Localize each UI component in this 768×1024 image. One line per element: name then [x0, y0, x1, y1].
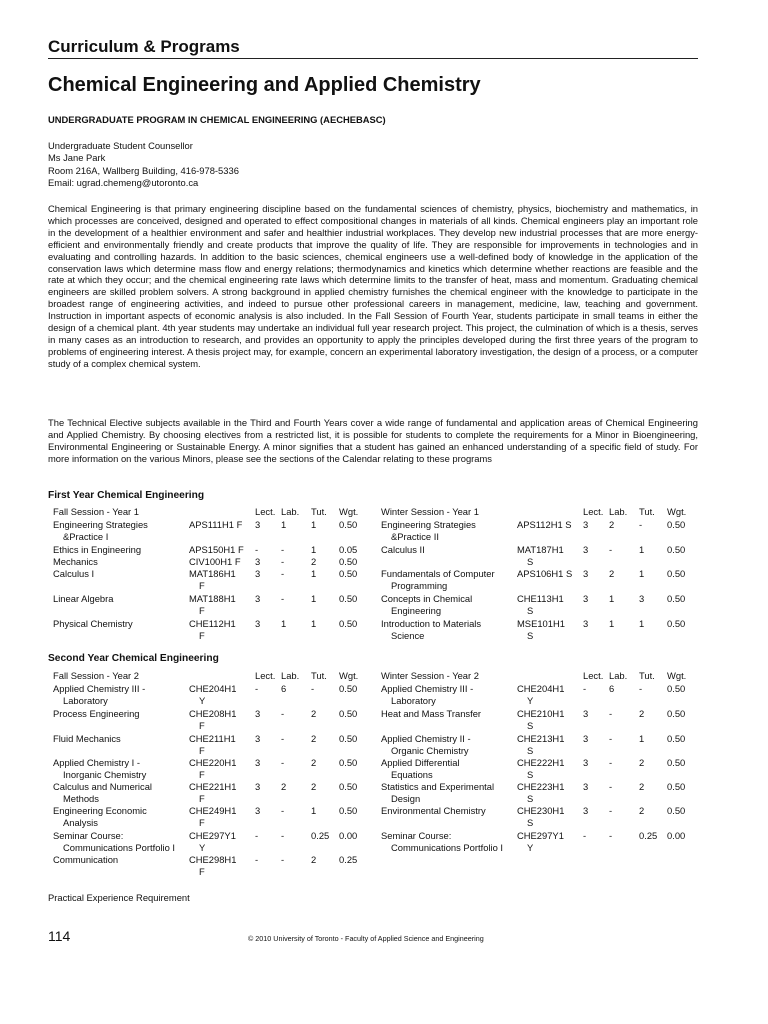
- course-row: [381, 568, 701, 591]
- course-name: Introduction to Materials: [381, 618, 482, 629]
- year1-heading: First Year Chemical Engineering: [48, 490, 205, 501]
- lab-hours: -: [609, 544, 613, 555]
- course-weight: 0.50: [339, 683, 358, 694]
- session-label: Fall Session - Year 2: [53, 670, 139, 681]
- course-code-suffix: S: [527, 817, 534, 828]
- course-code: CHE298H1: [189, 854, 237, 865]
- course-name: Mechanics: [53, 556, 98, 567]
- lab-hours: -: [609, 757, 613, 768]
- course-name: Applied Chemistry III -: [53, 683, 146, 694]
- course-weight: 0.50: [339, 805, 358, 816]
- lab-hours: 1: [609, 618, 615, 629]
- course-code: CHE223H1: [517, 781, 565, 792]
- course-weight: 0.50: [339, 593, 358, 604]
- course-code: CHE211H1: [189, 733, 236, 744]
- tutorial-hours: 1: [311, 544, 317, 555]
- course-weight: 0.50: [667, 805, 686, 816]
- course-name-continued: Organic Chemistry: [391, 745, 469, 756]
- course-code-suffix: F: [199, 630, 205, 641]
- tutorial-hours: 0.25: [639, 830, 658, 841]
- lab-hours: -: [609, 781, 613, 792]
- course-row: [381, 618, 701, 641]
- course-code: CHE249H1: [189, 805, 237, 816]
- tutorial-hours: 2: [311, 854, 317, 865]
- course-row: [53, 757, 373, 780]
- course-name: Linear Algebra: [53, 593, 114, 604]
- course-weight: 0.50: [339, 556, 358, 567]
- tutorial-hours: 2: [639, 781, 645, 792]
- course-code-suffix: F: [199, 793, 205, 804]
- wgt-header: Wgt.: [667, 670, 687, 681]
- course-code: CHE297Y1: [189, 830, 236, 841]
- course-row: [381, 805, 701, 828]
- course-weight: 0.50: [667, 544, 686, 555]
- course-row: [381, 593, 701, 616]
- tut-header: Tut.: [639, 506, 655, 517]
- year2-heading: Second Year Chemical Engineering: [48, 653, 219, 664]
- lecture-hours: 3: [255, 556, 261, 567]
- course-weight: 0.50: [667, 683, 686, 694]
- course-name-continued: Inorganic Chemistry: [63, 769, 147, 780]
- tutorial-hours: 3: [639, 593, 645, 604]
- course-name-continued: Communications Portfolio I: [63, 842, 176, 853]
- course-code-suffix: F: [199, 720, 205, 731]
- tutorial-hours: 1: [311, 519, 317, 530]
- tutorial-hours: 2: [311, 757, 317, 768]
- lab-hours: 2: [281, 781, 287, 792]
- course-name: Engineering Strategies: [53, 519, 148, 530]
- course-code-suffix: F: [199, 745, 205, 756]
- course-name: Seminar Course:: [53, 830, 124, 841]
- lab-hours: 1: [281, 519, 287, 530]
- course-name: Environmental Chemistry: [381, 805, 486, 816]
- page-number: 114: [48, 928, 71, 944]
- counsellor-room: Room 216A, Wallberg Building, 416-978-5336: [48, 164, 239, 176]
- lab-header: Lab.: [609, 506, 628, 517]
- lab-hours: -: [281, 593, 285, 604]
- course-weight: 0.50: [667, 593, 686, 604]
- course-row: [53, 568, 373, 591]
- course-code: CHE220H1: [189, 757, 237, 768]
- tut-header: Tut.: [311, 506, 327, 517]
- course-name: Calculus and Numerical: [53, 781, 153, 792]
- lab-hours: -: [281, 805, 285, 816]
- session-header-row: [53, 506, 373, 518]
- tutorial-hours: 1: [639, 544, 645, 555]
- course-code-suffix: S: [527, 630, 534, 641]
- course-name: Applied Chemistry III -: [381, 683, 474, 694]
- lab-hours: -: [281, 854, 285, 865]
- course-code: APS111H1 F: [189, 519, 243, 530]
- course-code: APS112H1 S: [517, 519, 572, 530]
- course-code: APS106H1 S: [517, 568, 573, 579]
- lecture-hours: 3: [255, 733, 261, 744]
- course-code-suffix: S: [527, 793, 534, 804]
- tutorial-hours: 2: [311, 733, 317, 744]
- course-code: CHE230H1: [517, 805, 565, 816]
- lecture-hours: 3: [583, 593, 589, 604]
- lab-hours: 1: [609, 593, 615, 604]
- tutorial-hours: -: [639, 683, 643, 694]
- course-code-suffix: S: [527, 769, 534, 780]
- course-name: Applied Chemistry I -: [53, 757, 141, 768]
- course-row: [381, 544, 701, 567]
- lab-hours: 6: [281, 683, 287, 694]
- lab-hours: -: [609, 733, 613, 744]
- course-code: CHE222H1: [517, 757, 565, 768]
- course-name: Seminar Course:: [381, 830, 452, 841]
- tutorial-hours: 1: [639, 568, 645, 579]
- course-row: [381, 757, 701, 780]
- lab-hours: -: [281, 544, 285, 555]
- lecture-hours: -: [583, 683, 587, 694]
- lecture-hours: 3: [583, 805, 589, 816]
- tutorial-hours: 2: [311, 781, 317, 792]
- course-weight: 0.50: [339, 618, 358, 629]
- tutorial-hours: 2: [639, 805, 645, 816]
- course-weight: 0.50: [667, 757, 686, 768]
- course-code-suffix: Y: [527, 842, 534, 853]
- course-code-suffix: F: [199, 580, 205, 591]
- lab-hours: -: [281, 708, 285, 719]
- course-name: Engineering Economic: [53, 805, 147, 816]
- course-row: [53, 544, 373, 556]
- lect-header: Lect.: [583, 506, 604, 517]
- course-name: Heat and Mass Transfer: [381, 708, 482, 719]
- course-code: CHE221H1: [189, 781, 237, 792]
- lecture-hours: -: [255, 854, 259, 865]
- lecture-hours: -: [255, 830, 259, 841]
- lab-hours: -: [281, 830, 285, 841]
- program-title: UNDERGRADUATE PROGRAM IN CHEMICAL ENGINEERING (AECHEBASC): [48, 114, 386, 125]
- header-rule: [48, 58, 698, 59]
- course-code: CHE112H1: [189, 618, 236, 629]
- tutorial-hours: 1: [311, 593, 317, 604]
- session-label: Winter Session - Year 2: [381, 670, 479, 681]
- lecture-hours: 3: [583, 568, 589, 579]
- course-row: [53, 618, 373, 641]
- course-weight: 0.50: [667, 781, 686, 792]
- course-name-continued: Methods: [63, 793, 99, 804]
- technical-electives-description: The Technical Elective subjects available in the Third and Fourth Years cover a wide range of fundamental and application areas of Chemical Engineering and Applied Chemistry. By choosing electives from a restricted list, it is possible for students to complete the requirements for a Minor in Bioengineering, Environmental Engineering or Sustainable Energy. A minor signifies that a student has gained an enhanced understanding of a specific field of study. For more information on the various Minors, please see the sections of the Calendar relating to these programs: [48, 417, 698, 464]
- course-row: [381, 708, 701, 731]
- lab-hours: -: [281, 556, 285, 567]
- lecture-hours: 3: [255, 757, 261, 768]
- session-label: Fall Session - Year 1: [53, 506, 139, 517]
- course-name: Applied Chemistry II -: [381, 733, 471, 744]
- counsellor-name: Ms Jane Park: [48, 152, 106, 164]
- course-row: [53, 593, 373, 616]
- course-row: [53, 733, 373, 756]
- course-weight: 0.00: [667, 830, 686, 841]
- course-name-continued: Programming: [391, 580, 448, 591]
- course-name-continued: Equations: [391, 769, 433, 780]
- course-code: MAT186H1: [189, 568, 236, 579]
- course-code: CHE204H1: [517, 683, 565, 694]
- course-weight: 0.05: [339, 544, 358, 555]
- lab-hours: 2: [609, 568, 615, 579]
- course-row: [53, 830, 373, 853]
- course-row: [53, 781, 373, 804]
- course-code-suffix: S: [527, 720, 534, 731]
- course-name-continued: Science: [391, 630, 425, 641]
- course-code-suffix: F: [199, 817, 205, 828]
- course-row: [381, 830, 701, 853]
- course-code: CIV100H1 F: [189, 556, 241, 567]
- lab-hours: -: [281, 733, 285, 744]
- course-name-continued: &Practice I: [63, 531, 109, 542]
- tutorial-hours: 1: [311, 568, 317, 579]
- course-weight: 0.25: [339, 854, 358, 865]
- course-code-suffix: S: [527, 745, 534, 756]
- course-name: Ethics in Engineering: [53, 544, 142, 555]
- tutorial-hours: 2: [639, 757, 645, 768]
- course-name-continued: Design: [391, 793, 421, 804]
- wgt-header: Wgt.: [339, 506, 359, 517]
- program-description: Chemical Engineering is that primary engineering discipline based on the fundamental sciences of chemistry, physics, biochemistry and mathematics, in which processes are conceived, designed and operated to effect compositional changes in materials of all kinds. Chemical engineers play an important role in the development of a healthier environment and safer and healthier industrial workplaces. They develop new industrial processes that are more energy-efficient and environmentally friendly and create products that improve the quality of life. They are responsible for improvements in technologies and in evaluating and controlling hazards. In addition to the basic sciences, chemical engineers use a well-defined body of knowledge in the application of the conservation laws which determine mass flow and energy relations; thermodynamics and kinetics which determine whether reactions are feasible and the rate at which they occur; and the chemical engineering rate laws which determine limits to the transfer of heat, mass and momentum. Graduating chemical engineers are skilled problem solvers. A strong background in applied chemistry furnishes the chemical engineer with the knowledge to participate in the broadest range of engineering activities, and indeed to pursue other professional careers in management, medicine, law, teaching and government. Instruction in important aspects of economic analysis is also included. In the Fall Session of Fourth Year, students participate in small teams in either the design of a chemical plant. 4th year students may undertake an individual full year research project. This project, the culmination of which is a thesis, serves in many cases as an introduction to research, and provides an opportunity to apply the principles developed during the first three years of the program to problems of engineering interest. A thesis project may, for example, concern an experimental laboratory investigation, the design of a process, or a computer study of a complex chemical system.: [48, 203, 698, 369]
- tut-header: Tut.: [639, 670, 655, 681]
- course-name-continued: Engineering: [391, 605, 442, 616]
- tutorial-hours: 2: [311, 708, 317, 719]
- course-weight: 0.50: [339, 757, 358, 768]
- tutorial-hours: 1: [639, 733, 645, 744]
- lecture-hours: -: [255, 683, 259, 694]
- course-row: [53, 854, 373, 877]
- lecture-hours: 3: [583, 519, 589, 530]
- course-code: MAT187H1: [517, 544, 564, 555]
- lab-header: Lab.: [609, 670, 628, 681]
- course-weight: 0.50: [667, 519, 686, 530]
- course-code: CHE208H1: [189, 708, 237, 719]
- course-row: [381, 519, 701, 542]
- course-code: MAT188H1: [189, 593, 236, 604]
- course-weight: 0.50: [339, 568, 358, 579]
- lab-hours: -: [281, 568, 285, 579]
- lab-header: Lab.: [281, 506, 300, 517]
- lab-hours: -: [609, 830, 613, 841]
- lecture-hours: 3: [583, 618, 589, 629]
- course-code-suffix: F: [199, 866, 205, 877]
- lab-hours: 2: [609, 519, 615, 530]
- course-name: Statistics and Experimental: [381, 781, 495, 792]
- course-name: Communication: [53, 854, 119, 865]
- course-name: Calculus II: [381, 544, 425, 555]
- counsellor-role: Undergraduate Student Counsellor: [48, 140, 193, 151]
- course-weight: 0.50: [667, 568, 686, 579]
- course-code: MSE101H1: [517, 618, 565, 629]
- lab-hours: 1: [281, 618, 287, 629]
- course-name: Physical Chemistry: [53, 618, 133, 629]
- lecture-hours: -: [583, 830, 587, 841]
- tutorial-hours: 1: [639, 618, 645, 629]
- course-weight: 0.50: [667, 618, 686, 629]
- lect-header: Lect.: [255, 506, 276, 517]
- course-code-suffix: S: [527, 605, 534, 616]
- course-name: Applied Differential: [381, 757, 460, 768]
- course-name-continued: Analysis: [63, 817, 98, 828]
- course-row: [381, 733, 701, 756]
- course-name: Calculus I: [53, 568, 95, 579]
- lab-hours: -: [281, 757, 285, 768]
- lecture-hours: -: [255, 544, 259, 555]
- lecture-hours: 3: [583, 544, 589, 555]
- tutorial-hours: -: [639, 519, 643, 530]
- lab-hours: -: [609, 805, 613, 816]
- session-label: Winter Session - Year 1: [381, 506, 479, 517]
- course-row: [53, 805, 373, 828]
- course-code: APS150H1 F: [189, 544, 244, 555]
- course-code-suffix: S: [527, 556, 534, 567]
- course-code-suffix: Y: [199, 695, 206, 706]
- lecture-hours: 3: [583, 757, 589, 768]
- course-code-suffix: Y: [199, 842, 206, 853]
- course-row: [53, 519, 373, 542]
- course-code-suffix: Y: [527, 695, 534, 706]
- course-code: CHE213H1: [517, 733, 565, 744]
- wgt-header: Wgt.: [339, 670, 359, 681]
- course-name-continued: Communications Portfolio I: [391, 842, 504, 853]
- lab-hours: -: [609, 708, 613, 719]
- course-weight: 0.50: [339, 708, 358, 719]
- course-name: Fundamentals of Computer: [381, 568, 495, 579]
- lecture-hours: 3: [583, 708, 589, 719]
- page-title: Chemical Engineering and Applied Chemistry: [48, 74, 481, 96]
- copyright-notice: © 2010 University of Toronto - Faculty of Applied Science and Engineering: [248, 934, 484, 943]
- lecture-hours: 3: [583, 733, 589, 744]
- tutorial-hours: 1: [311, 805, 317, 816]
- course-weight: 0.50: [339, 733, 358, 744]
- course-row: [53, 683, 373, 706]
- course-weight: 0.50: [339, 781, 358, 792]
- tutorial-hours: 0.25: [311, 830, 330, 841]
- course-name: Engineering Strategies: [381, 519, 476, 530]
- tutorial-hours: 1: [311, 618, 317, 629]
- course-weight: 0.50: [339, 519, 358, 530]
- lect-header: Lect.: [255, 670, 276, 681]
- lab-hours: 6: [609, 683, 615, 694]
- lecture-hours: 3: [255, 593, 261, 604]
- tutorial-hours: 2: [311, 556, 317, 567]
- lect-header: Lect.: [583, 670, 604, 681]
- course-row: [381, 683, 701, 706]
- session-header-row: [381, 506, 701, 518]
- lecture-hours: 3: [255, 781, 261, 792]
- course-name-continued: Laboratory: [391, 695, 436, 706]
- lecture-hours: 3: [255, 618, 261, 629]
- course-name: Fluid Mechanics: [53, 733, 121, 744]
- course-weight: 0.50: [667, 708, 686, 719]
- course-row: [53, 556, 373, 568]
- lecture-hours: 3: [255, 708, 261, 719]
- course-weight: 0.50: [667, 733, 686, 744]
- lecture-hours: 3: [255, 805, 261, 816]
- course-name-continued: &Practice II: [391, 531, 439, 542]
- lecture-hours: 3: [583, 781, 589, 792]
- section-title: Curriculum & Programs: [48, 37, 240, 56]
- course-code: CHE297Y1: [517, 830, 564, 841]
- course-name-continued: Laboratory: [63, 695, 108, 706]
- course-row: [381, 781, 701, 804]
- tut-header: Tut.: [311, 670, 327, 681]
- counsellor-email: Email: ugrad.chemeng@utoronto.ca: [48, 177, 199, 189]
- tutorial-hours: -: [311, 683, 315, 694]
- course-code-suffix: F: [199, 605, 205, 616]
- session-header-row: [381, 670, 701, 682]
- tutorial-hours: 2: [639, 708, 645, 719]
- lecture-hours: 3: [255, 519, 261, 530]
- course-name: Concepts in Chemical: [381, 593, 473, 604]
- session-header-row: [53, 670, 373, 682]
- course-name: Process Engineering: [53, 708, 140, 719]
- wgt-header: Wgt.: [667, 506, 687, 517]
- course-code: CHE210H1: [517, 708, 565, 719]
- counsellor-contact: [48, 140, 239, 190]
- course-row: [53, 708, 373, 731]
- course-code-suffix: F: [199, 769, 205, 780]
- course-code: CHE204H1: [189, 683, 237, 694]
- course-weight: 0.00: [339, 830, 358, 841]
- lab-header: Lab.: [281, 670, 300, 681]
- lecture-hours: 3: [255, 568, 261, 579]
- practical-experience-note: Practical Experience Requirement: [48, 892, 190, 903]
- course-code: CHE113H1: [517, 593, 564, 604]
